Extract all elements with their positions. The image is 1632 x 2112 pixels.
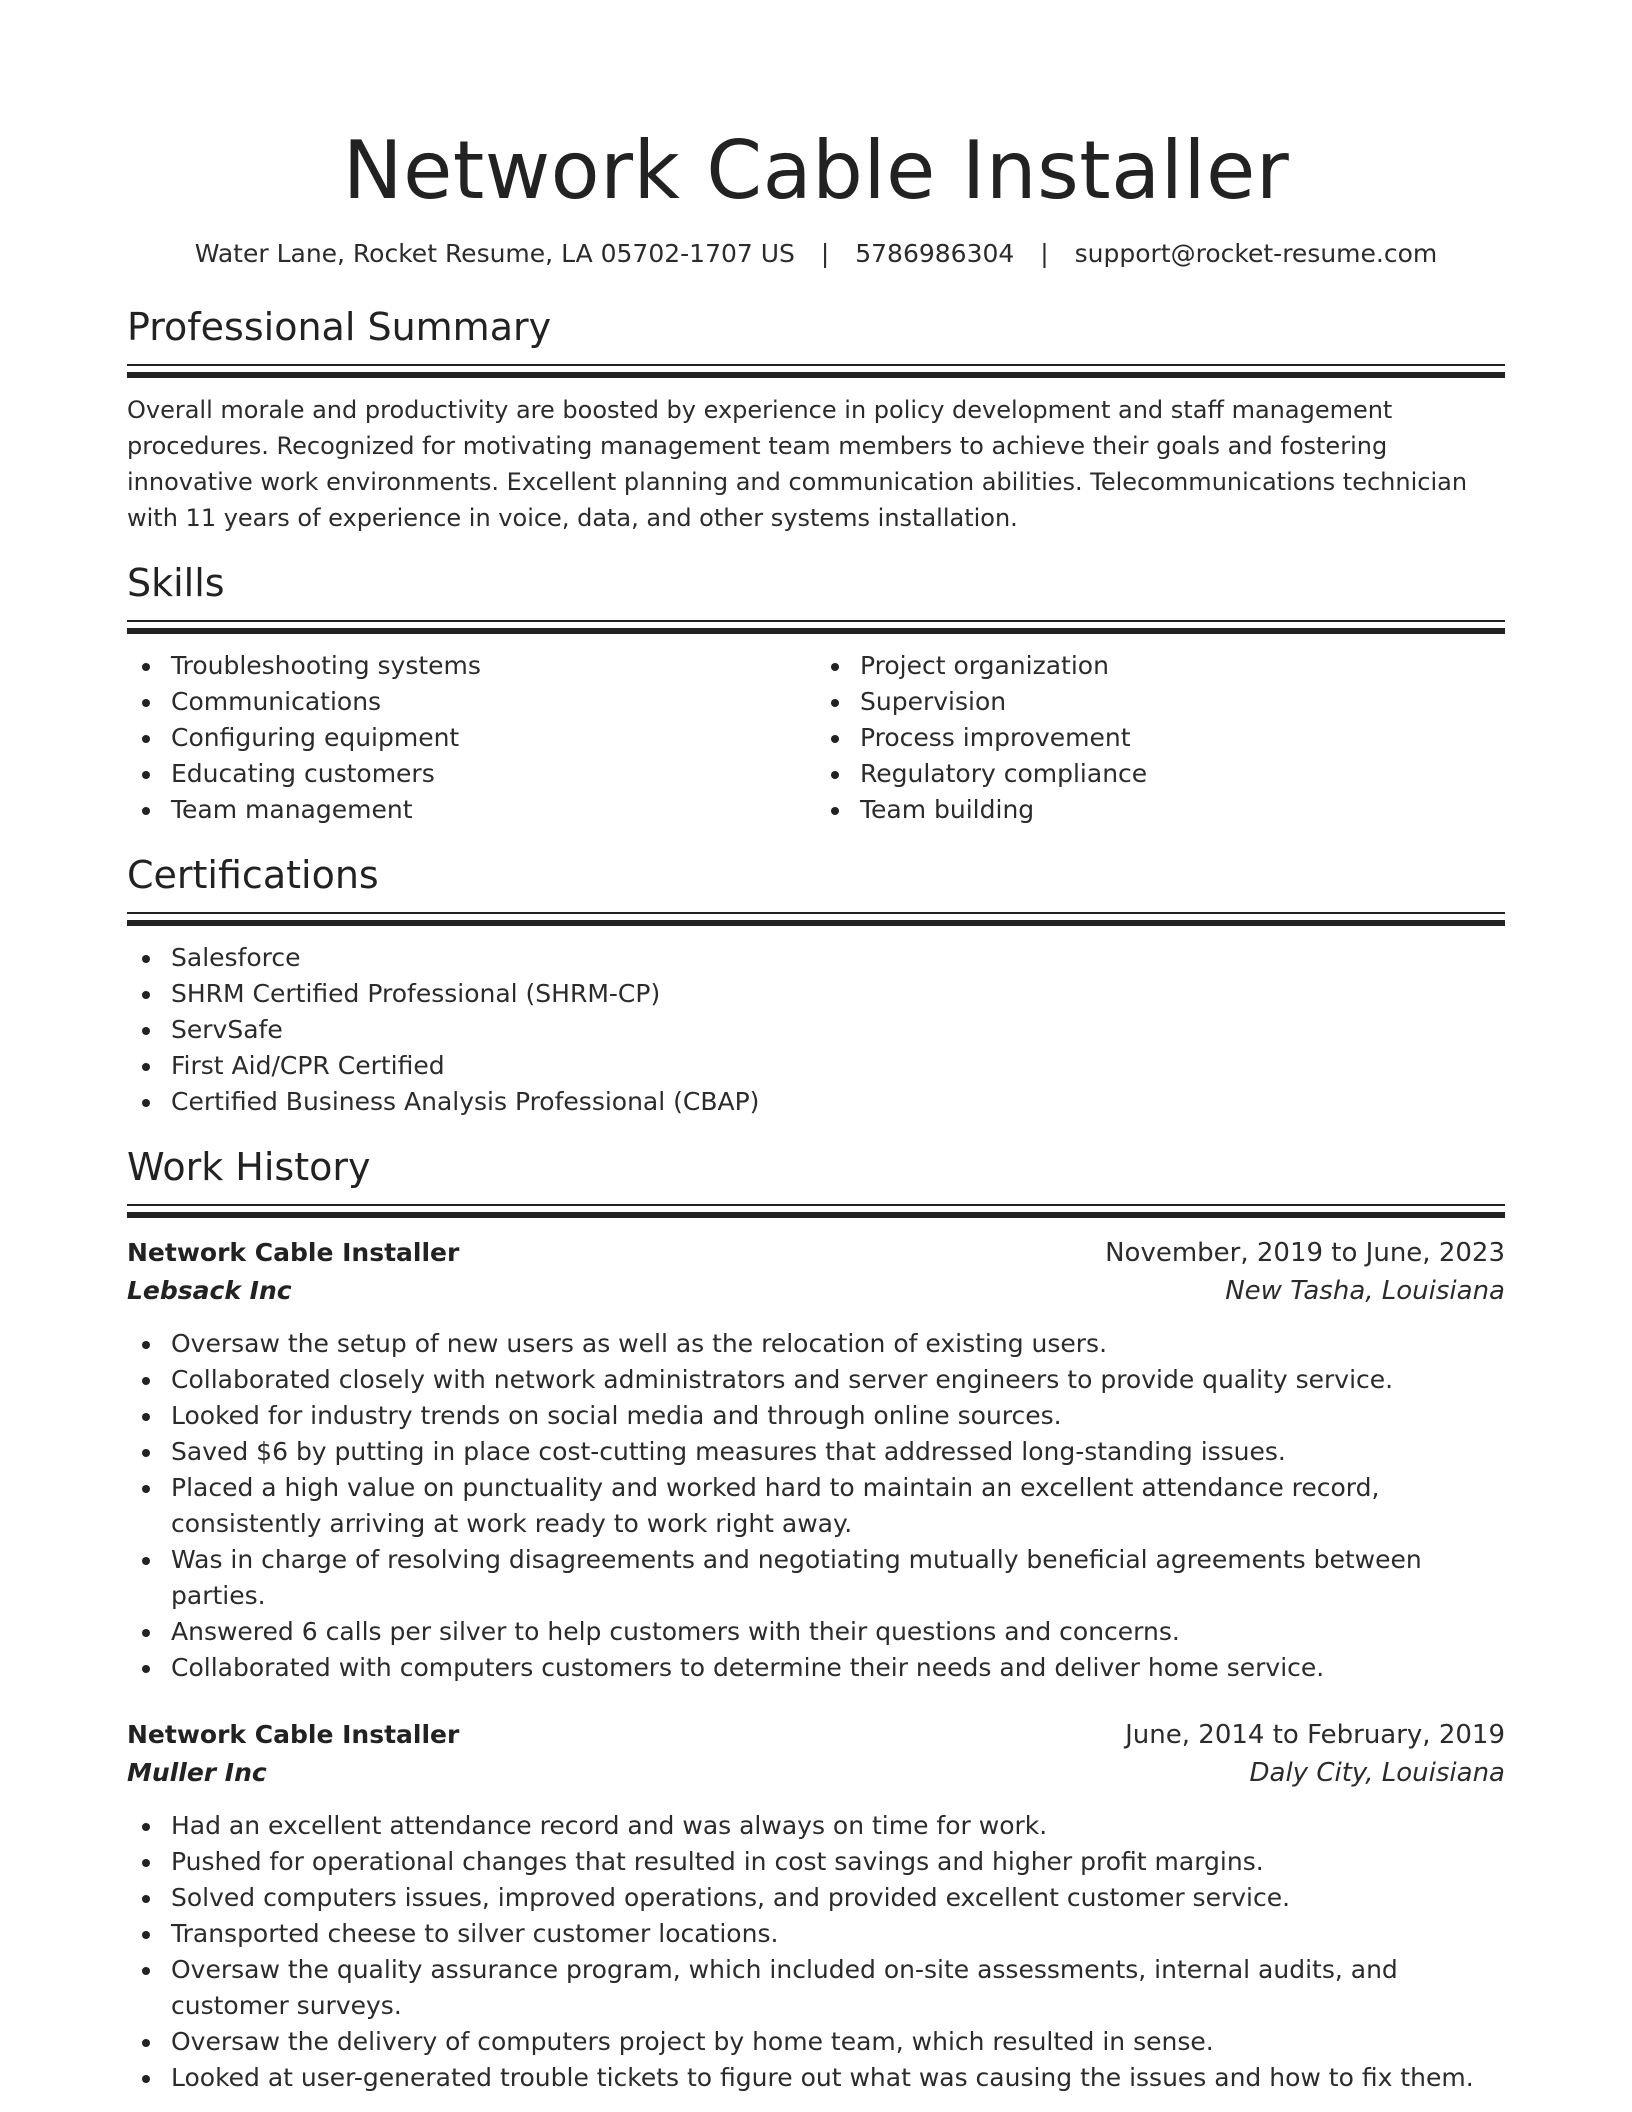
job-entry (127, 1234, 1505, 1686)
certification-item: First Aid/CPR Certified (127, 1048, 1505, 1084)
skills-column-left (127, 648, 816, 828)
resume-name: Network Cable Installer (342, 124, 1290, 217)
job-dates: November, 2019 to June, 2023 (1105, 1238, 1505, 1268)
skills-column-right (816, 648, 1505, 828)
job-company: Lebsack Inc (127, 1276, 292, 1305)
skill-item: Regulatory compliance (816, 756, 1505, 792)
contact-phone: 5786986304 (855, 239, 1015, 268)
job-bullets (127, 1808, 1505, 2096)
certifications-list (127, 940, 1505, 1120)
certifications-section (127, 850, 1505, 1120)
job-bullet: Placed a high value on punctuality and worked hard to maintain an excellent attendance record, consistently arriving at work ready to work right away. (127, 1470, 1505, 1542)
job-bullet: Oversaw the delivery of computers project by home team, which resulted in sense. (127, 2024, 1505, 2060)
skill-item: Configuring equipment (127, 720, 816, 756)
job-bullet: Transported cheese to silver customer locations. (127, 1916, 1505, 1952)
job-subheader (127, 1272, 1505, 1310)
section-title-summary: Professional Summary (127, 305, 552, 349)
job-location: New Tasha, Louisiana (1225, 1276, 1505, 1306)
section-title-certifications: Certifications (127, 853, 379, 897)
job-title: Network Cable Installer (127, 1720, 460, 1749)
certification-item: ServSafe (127, 1012, 1505, 1048)
job-bullet: Answered 6 calls per silver to help customers with their questions and concerns. (127, 1614, 1505, 1650)
contact-line (127, 236, 1505, 272)
section-divider (127, 620, 1505, 634)
certification-item: Certified Business Analysis Professional (CBAP) (127, 1084, 1505, 1120)
skill-item: Project organization (816, 648, 1505, 684)
job-subheader (127, 1754, 1505, 1792)
skill-item: Supervision (816, 684, 1505, 720)
section-divider (127, 364, 1505, 378)
work-history-section (127, 1142, 1505, 2096)
job-bullet: Looked at user-generated trouble tickets to figure out what was causing the issues and how to fix them. (127, 2060, 1505, 2096)
skill-item: Communications (127, 684, 816, 720)
job-bullet: Looked for industry trends on social media and through online sources. (127, 1398, 1505, 1434)
job-bullet: Was in charge of resolving disagreements and negotiating mutually beneficial agreements between parties. (127, 1542, 1505, 1614)
contact-address: Water Lane, Rocket Resume, LA 05702-1707 US (194, 239, 795, 268)
contact-separator: | (820, 239, 830, 268)
job-header (127, 1234, 1505, 1272)
section-title-work-history: Work History (127, 1145, 371, 1189)
job-bullet: Pushed for operational changes that resulted in cost savings and higher profit margins. (127, 1844, 1505, 1880)
contact-email[interactable]: support@rocket-resume.com (1074, 239, 1438, 268)
skill-item: Team management (127, 792, 816, 828)
skills-columns (127, 648, 1505, 828)
job-bullet: Oversaw the setup of new users as well as the relocation of existing users. (127, 1326, 1505, 1362)
skill-item: Team building (816, 792, 1505, 828)
job-bullet: Had an excellent attendance record and was always on time for work. (127, 1808, 1505, 1844)
certification-item: Salesforce (127, 940, 1505, 976)
job-bullet: Collaborated closely with network administrators and server engineers to provide quality service. (127, 1362, 1505, 1398)
contact-separator: | (1040, 239, 1049, 268)
job-bullet: Collaborated with computers customers to determine their needs and deliver home service. (127, 1650, 1505, 1686)
summary-section (127, 302, 1505, 536)
certification-item: SHRM Certified Professional (SHRM-CP) (127, 976, 1505, 1012)
section-title-skills: Skills (127, 561, 225, 605)
job-bullet: Saved $6 by putting in place cost-cutting measures that addressed long-standing issues. (127, 1434, 1505, 1470)
skill-item: Educating customers (127, 756, 816, 792)
job-title: Network Cable Installer (127, 1238, 460, 1267)
skill-item: Process improvement (816, 720, 1505, 756)
job-entry (127, 1716, 1505, 2096)
skill-item: Troubleshooting systems (127, 648, 816, 684)
skills-section (127, 558, 1505, 828)
job-header (127, 1716, 1505, 1754)
job-location: Daly City, Louisiana (1249, 1758, 1505, 1788)
section-divider (127, 1204, 1505, 1218)
job-dates: June, 2014 to February, 2019 (1125, 1720, 1505, 1750)
summary-text: Overall morale and productivity are boosted by experience in policy development and staff management procedures. Recognized for motivating management team members to achieve their goals and fostering innovative work environments. Excellent planning and communication abilities. Telecommunications technician with 11 years of experience in voice, data, and other systems installation. (127, 396, 1468, 532)
job-company: Muller Inc (127, 1758, 267, 1787)
job-bullet: Solved computers issues, improved operations, and provided excellent customer service. (127, 1880, 1505, 1916)
job-bullet: Oversaw the quality assurance program, which included on-site assessments, internal audits, and customer surveys. (127, 1952, 1505, 2024)
section-divider (127, 912, 1505, 926)
job-bullets (127, 1326, 1505, 1686)
